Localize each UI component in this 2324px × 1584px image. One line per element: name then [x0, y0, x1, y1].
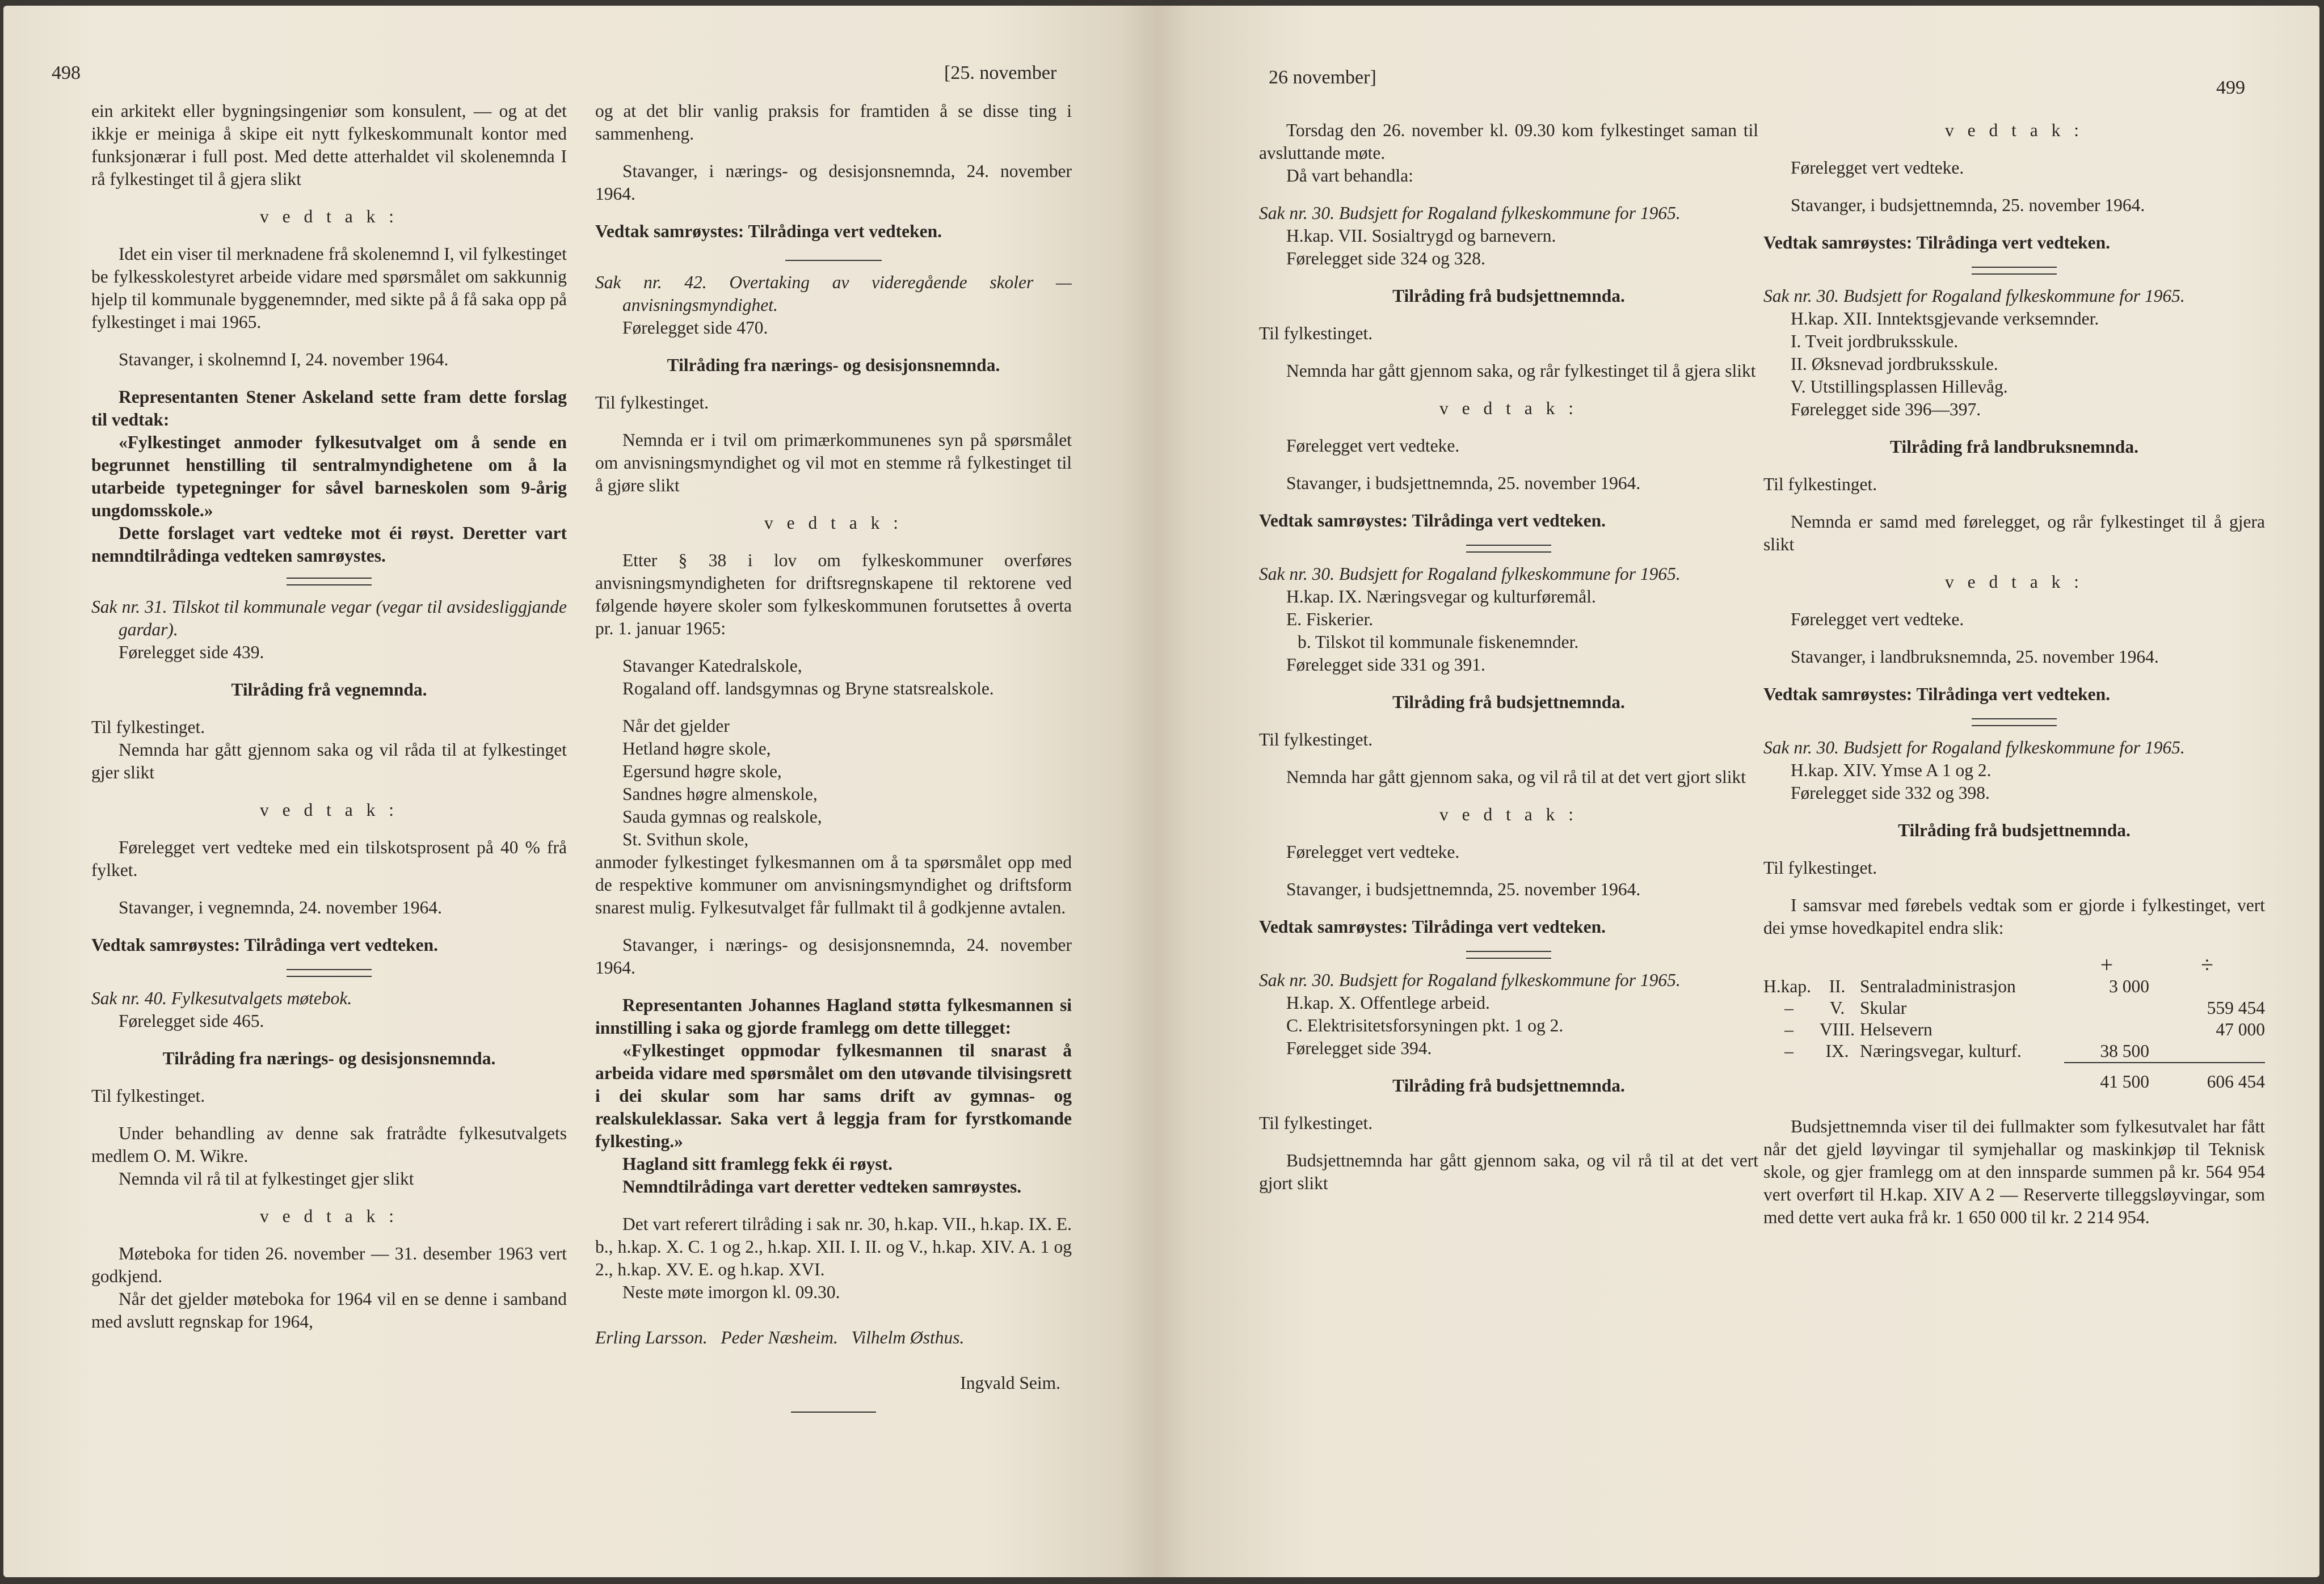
- case-title: Sak nr. 30. Budsjett for Rogaland fylkeskommune for 1965.: [1259, 203, 1681, 223]
- reference: Førelegget side 439.: [119, 642, 264, 662]
- section-heading: Tilråding frå budsjettnemnda.: [1898, 820, 2131, 840]
- cell: [2064, 1019, 2149, 1040]
- signature-line: Stavanger, i budsjettnemnda, 25. november 1964.: [1286, 473, 1641, 493]
- cell: [2149, 1040, 2265, 1063]
- signature: Ingvald Seim.: [960, 1373, 1060, 1393]
- cell: 38 500: [2100, 1041, 2149, 1061]
- reference: Førelegget side 465.: [119, 1011, 264, 1031]
- cell: [2064, 997, 2149, 1019]
- address: Til fylkestinget.: [1259, 730, 1373, 749]
- chapter-line: I. Tveit jordbruksskule.: [1791, 331, 1959, 351]
- right-page: [1155, 6, 2319, 1577]
- cell: Skular: [1860, 998, 1907, 1018]
- quote: «Fylkestinget anmoder fylkesutvalget om å sende en begrunnet henstilling til sentralmyndighetene om å la utarbeide typetegninger for såvel barneskolen som 9-årig ungdomsskole.»: [91, 432, 567, 520]
- case-title: Sak nr. 31. Tilskot til kommunale vegar (vegar til avsidesliggjande gardar).: [91, 597, 567, 639]
- cell: 3 000: [2109, 976, 2149, 996]
- paragraph: Møteboka for tiden 26. november — 31. desember 1963 vert godkjend.: [91, 1244, 567, 1286]
- chapter-line: E. Fiskerier.: [1286, 609, 1374, 629]
- address: Til fylkestinget.: [91, 1086, 205, 1106]
- verdict: Vedtak samrøystes: Tilrådinga vert vedteken.: [1259, 511, 1606, 530]
- case-title: Sak nr. 30. Budsjett for Rogaland fylkeskommune for 1965.: [1259, 564, 1681, 584]
- cell: V.: [1829, 998, 1845, 1018]
- paragraph: Førelegget vert vedteke.: [1791, 609, 1964, 629]
- address: Til fylkestinget.: [91, 717, 205, 737]
- paragraph: Dette forslaget vart vedteke mot éi røyst. Deretter vart nemndtilrådinga vedteken samrøystes.: [91, 523, 567, 566]
- reference: Førelegget side 470.: [622, 318, 768, 338]
- cell: 47 000: [2216, 1020, 2265, 1039]
- address: Til fylkestinget.: [1259, 323, 1373, 343]
- left-column-1: [91, 100, 567, 1333]
- paragraph: Nemndtilrådinga vart deretter vedteken samrøystes.: [622, 1177, 1022, 1197]
- paragraph: Nemnda har gått gjennom saka, og vil rå til at det vert gjort slikt: [1286, 767, 1746, 787]
- cell: VIII.: [1819, 1020, 1855, 1039]
- paragraph: Budsjettnemnda viser til dei fullmakter som fylkesutvalet har fått når det gjeld løyvingar til symjehallar og maskinkjøp til Teknisk skole, og gjer framlegg om at den innsparde summen på kr. 564 954 vert overført til H.kap. XIV A 2 — Reserverte tilleggsløyvingar, som med dette vert auka frå kr. 1 650 000 til kr. 2 214 954.: [1763, 1117, 2265, 1227]
- signature-line: Stavanger, i budsjettnemnda, 25. november 1964.: [1286, 879, 1641, 899]
- total-plus: 41 500: [2064, 1063, 2149, 1093]
- reference: Førelegget side 332 og 398.: [1791, 783, 1990, 803]
- paragraph: Representanten Stener Askeland sette fram dette forslag til vedtak:: [91, 387, 567, 429]
- cell: Sentraladministrasjon: [1860, 976, 2016, 996]
- case-title: Sak nr. 42. Overtaking av videregående skoler — anvisningsmyndighet.: [595, 272, 1072, 315]
- section-heading: Tilråding fra nærings- og desisjonsnemnda.: [162, 1048, 496, 1068]
- paragraph: Når det gjelder møteboka for 1964 vil en se denne i samband med avslutt regnskap for 1964,: [91, 1289, 567, 1332]
- reference: Førelegget side 324 og 328.: [1286, 248, 1485, 268]
- verdict: Vedtak samrøystes: Tilrådinga vert vedteken.: [91, 935, 439, 955]
- double-rule: [287, 578, 372, 585]
- quote: «Fylkestinget oppmodar fylkesmannen til snarast å arbeida vidare med spørsmålet om den utøvande tilvisingsrett i dei skular som har sams drift av gymnas- og realskuleklassar. Saka vert å leggja fram for fyrstkomande fylkesting.»: [595, 1040, 1072, 1151]
- left-page: [3, 6, 1155, 1577]
- cell: –: [1784, 998, 1793, 1018]
- cell: –: [1784, 1041, 1793, 1061]
- section-heading: Tilråding frå budsjettnemnda.: [1392, 692, 1625, 712]
- signature-line: Stavanger, i nærings- og desisjonsnemnda, 24. november 1964.: [595, 935, 1072, 978]
- double-rule: [287, 969, 372, 977]
- vedtak-heading: v e d t a k :: [260, 1206, 398, 1226]
- vedtak-heading: v e d t a k :: [1439, 804, 1578, 824]
- paragraph: Budsjettnemnda har gått gjennom saka, og vil rå til at det vert gjort slikt: [1259, 1151, 1758, 1193]
- rule: [785, 260, 882, 261]
- list-item: St. Svithun skole,: [622, 829, 749, 849]
- address: Til fylkestinget.: [1763, 858, 1877, 878]
- budget-table: [1763, 954, 2265, 1093]
- chapter-line: C. Elektrisitetsforsyningen pkt. 1 og 2.: [1286, 1016, 1564, 1035]
- table-row: [1763, 976, 2265, 997]
- reference: Førelegget side 396—397.: [1791, 399, 1981, 419]
- cell: IX.: [1825, 1041, 1849, 1061]
- list-item: Sandnes høgre almenskole,: [622, 784, 818, 804]
- chapter-line: H.kap. XIV. Ymse A 1 og 2.: [1791, 760, 1992, 780]
- vedtak-heading: v e d t a k :: [1439, 398, 1578, 418]
- cell: Helsevern: [1860, 1020, 1933, 1039]
- double-rule: [1466, 951, 1551, 959]
- paragraph: Nemnda har gått gjennom saka, og rår fylkestinget til å gjera slikt: [1286, 361, 1756, 381]
- paragraph: I samsvar med førebels vedtak som er gjorde i fylkestinget, vert dei ymse hovedkapitel endra slik:: [1763, 895, 2265, 938]
- paragraph: Det vart referert tilråding i sak nr. 30, h.kap. VII., h.kap. IX. E. b., h.kap. X. C. 1 og 2., h.kap. XII. I. II. og V., h.kap. XIV. A. 1 og 2., h.kap. XV. E. og h.kap. XVI.: [595, 1214, 1072, 1279]
- table-row: [1763, 1040, 2265, 1063]
- chapter-line: b. Tilskot til kommunale fiskenemnder.: [1298, 632, 1579, 652]
- paragraph: Nemnda er i tvil om primærkommunenes syn på spørsmålet om anvisningsmyndighet og vil mot en stemme rå fylkestinget til å gjøre slikt: [595, 430, 1072, 495]
- case-title: Sak nr. 30. Budsjett for Rogaland fylkeskommune for 1965.: [1259, 970, 1681, 990]
- vedtak-heading: v e d t a k :: [260, 800, 398, 820]
- chapter-line: II. Øksnevad jordbruksskule.: [1791, 354, 1998, 374]
- paragraph: Nemnda vil rå til at fylkestinget gjer slikt: [119, 1169, 414, 1189]
- section-heading: Tilråding frå vegnemnda.: [231, 680, 427, 700]
- cell: II.: [1829, 976, 1846, 996]
- cell: –: [1784, 1020, 1793, 1039]
- paragraph: Neste møte imorgon kl. 09.30.: [622, 1282, 840, 1302]
- chapter-line: H.kap. X. Offentlege arbeid.: [1286, 993, 1490, 1013]
- rule: [791, 1412, 876, 1413]
- chapter-line: H.kap. XII. Inntektsgjevande verksemnder.: [1791, 309, 2099, 328]
- vedtak-heading: v e d t a k :: [1945, 572, 2083, 592]
- minus-header: ÷: [2201, 952, 2213, 978]
- table-header-row: [1763, 954, 2265, 976]
- paragraph: Førelegget vert vedteke.: [1286, 842, 1460, 862]
- running-head-right: 26 november]: [1269, 67, 1376, 88]
- page-number-right: 499: [2216, 77, 2245, 98]
- cell: H.kap.: [1763, 976, 1811, 996]
- paragraph: Førelegget vert vedteke.: [1791, 158, 1964, 178]
- vedtak-heading: v e d t a k :: [260, 207, 398, 226]
- table-row: [1763, 997, 2265, 1019]
- list-item: Hetland høgre skole,: [622, 739, 771, 759]
- reference: Førelegget side 394.: [1286, 1038, 1432, 1058]
- paragraph: Førelegget vert vedteke med ein tilskotsprosent på 40 % frå fylket.: [91, 837, 567, 880]
- cell: Næringsvegar, kulturf.: [1860, 1041, 2022, 1061]
- reference: Førelegget side 331 og 391.: [1286, 655, 1485, 675]
- verdict: Vedtak samrøystes: Tilrådinga vert vedteken.: [1763, 233, 2111, 252]
- running-head-left: [25. november: [944, 62, 1057, 83]
- list-item: Egersund høgre skole,: [622, 761, 782, 781]
- list-item: Stavanger Katedralskole,: [622, 656, 802, 676]
- cell: [2149, 976, 2265, 997]
- page-number-left: 498: [52, 62, 81, 83]
- double-rule: [1972, 718, 2057, 726]
- signature-line: Stavanger, i budsjettnemnda, 25. november 1964.: [1791, 195, 2145, 215]
- section-heading: Tilråding frå budsjettnemnda.: [1392, 1076, 1625, 1096]
- paragraph: Torsdag den 26. november kl. 09.30 kom fylkestinget saman til avsluttande møte.: [1259, 120, 1758, 163]
- paragraph: Førelegget vert vedteke.: [1286, 436, 1460, 456]
- paragraph: Nemnda har gått gjennom saka og vil råda til at fylkestinget gjer slikt: [91, 740, 567, 782]
- section-heading: Tilråding fra nærings- og desisjonsnemnda.: [667, 355, 1000, 375]
- double-rule: [1972, 267, 2057, 275]
- left-column-2: [595, 100, 1072, 1413]
- section-heading: Tilråding frå budsjettnemnda.: [1392, 286, 1625, 306]
- verdict: Vedtak samrøystes: Tilrådinga vert vedteken.: [1259, 917, 1606, 937]
- signature-line: Stavanger, i vegnemnda, 24. november 1964.: [119, 898, 442, 917]
- total-minus: 606 454: [2149, 1063, 2265, 1093]
- paragraph: Når det gjelder: [622, 716, 730, 736]
- chapter-line: V. Utstillingsplassen Hillevåg.: [1791, 377, 2008, 397]
- case-title: Sak nr. 40. Fylkesutvalgets møtebok.: [91, 988, 352, 1008]
- paragraph: Hagland sitt framlegg fekk éi røyst.: [622, 1154, 892, 1174]
- plus-header: +: [2100, 952, 2114, 978]
- signature-line: Stavanger, i skolnemnd I, 24. november 1964.: [119, 349, 449, 369]
- table-total-row: [1763, 1063, 2265, 1093]
- case-title: Sak nr. 30. Budsjett for Rogaland fylkeskommune for 1965.: [1763, 738, 2185, 757]
- address: Til fylkestinget.: [1763, 474, 1877, 494]
- double-rule: [1466, 545, 1551, 553]
- signature-line: Stavanger, i nærings- og desisjonsnemnda, 24. november 1964.: [595, 161, 1072, 204]
- signatures: Erling Larsson. Peder Næsheim. Vilhelm Østhus.: [595, 1328, 965, 1347]
- chapter-line: H.kap. IX. Næringsvegar og kulturføremål.: [1286, 587, 1596, 606]
- vedtak-heading: v e d t a k :: [764, 513, 903, 533]
- paragraph: Nemnda er samd med førelegget, og rår fylkestinget til å gjera slikt: [1763, 512, 2265, 554]
- chapter-line: H.kap. VII. Sosialtrygd og barnevern.: [1286, 226, 1556, 246]
- signature-line: Stavanger, i landbruksnemnda, 25. november 1964.: [1791, 647, 2159, 667]
- list-item: Rogaland off. landsgymnas og Bryne statsrealskole.: [622, 679, 994, 698]
- section-heading: Tilråding frå landbruksnemnda.: [1890, 437, 2138, 457]
- right-column-2: [1763, 119, 2265, 1229]
- paragraph: og at det blir vanlig praksis for framtiden å se disse ting i sammenheng.: [595, 101, 1072, 144]
- address: Til fylkestinget.: [1259, 1113, 1373, 1133]
- verdict: Vedtak samrøystes: Tilrådinga vert vedteken.: [1763, 684, 2111, 704]
- paragraph: Idet ein viser til merknadene frå skolenemnd I, vil fylkestinget be fylkesskolestyret arbeide vidare med spørsmålet om sakkunnig hjelp til kommunale byggenemnder, med sikte på å få saka opp på fylkestinget i mai 1965.: [91, 244, 567, 332]
- table-row: [1763, 1019, 2265, 1040]
- right-column-1: [1259, 119, 1758, 1195]
- paragraph: Under behandling av denne sak fratrådte fylkesutvalgets medlem O. M. Wikre.: [91, 1123, 567, 1166]
- paragraph: Etter § 38 i lov om fylkeskommuner overføres anvisningsmyndigheten for driftsregnskapene til rektorene ved følgende høyere skoler som fylkeskommunen forutsettes å overta pr. 1. januar 1965:: [595, 550, 1072, 638]
- verdict: Vedtak samrøystes: Tilrådinga vert vedteken.: [595, 221, 942, 241]
- address: Til fylkestinget.: [595, 393, 709, 412]
- cell: 559 454: [2207, 998, 2265, 1018]
- paragraph: anmoder fylkestinget fylkesmannen om å ta spørsmålet opp med de respektive kommuner om anvisningsmyndighet og driftsform snarest mulig. Fylkesutvalget får fullmakt til å godkjenne avtalen.: [595, 852, 1072, 917]
- list-item: Sauda gymnas og realskole,: [622, 807, 822, 827]
- case-title: Sak nr. 30. Budsjett for Rogaland fylkeskommune for 1965.: [1763, 286, 2185, 306]
- paragraph: ein arkitekt eller bygningsingeniør som konsulent, — og at det ikkje er meiniga å skipe eit nytt fylkeskommunalt kontor med funksjonærar i full post. Med dette atterhaldet vil skolenemnda I rå fylkestinget til å gjera slikt: [91, 101, 567, 189]
- paragraph: Då vart behandla:: [1286, 166, 1413, 186]
- paragraph: Representanten Johannes Hagland støtta fylkesmannen si innstilling i saka og gjorde framlegg om dette tillegget:: [595, 995, 1072, 1038]
- vedtak-heading: v e d t a k :: [1945, 120, 2083, 140]
